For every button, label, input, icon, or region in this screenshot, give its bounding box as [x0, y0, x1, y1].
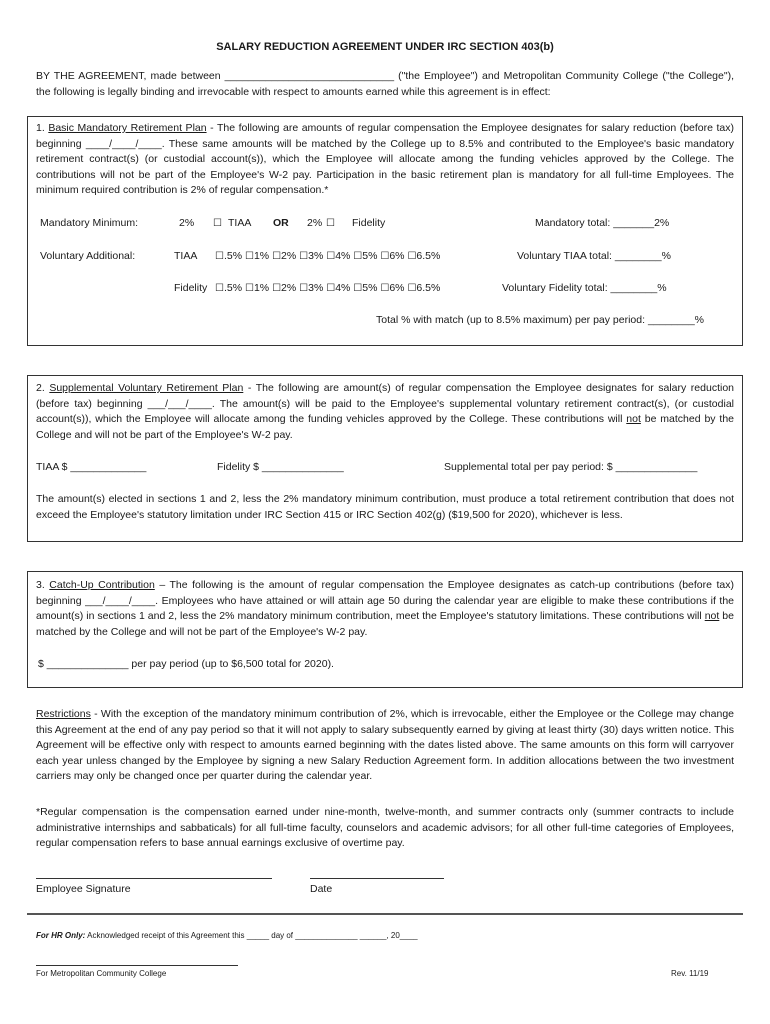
- section-heading: Catch-Up Contribution: [49, 579, 155, 591]
- option-label: 4%: [335, 282, 351, 294]
- fidelity-amount-field[interactable]: Fidelity $ ______________: [217, 461, 344, 473]
- mandatory-pct-tiaa: 2%: [179, 217, 195, 229]
- restrictions-text: - With the exception of the mandatory minimum contribution of 2%, which is irrevocable, either the Employee or the College may change this Agreement at the end of any pay period so that it will not apply to salary subsequently earned by giving at least thirty (30) days written notice. This Agreement will be effective only with respect to amounts earned beginning with the dates listed above. The same amounts on this form will carryover each year unless changed by the Employee by signing a new Salary Reduction Agreement form. In addition allocations between the two investment carriers may only be changed once per quarter during the calendar year.: [36, 708, 734, 782]
- voluntary-tiaa-total: Voluntary TIAA total: ________%: [517, 250, 671, 262]
- voluntary-fidelity-total: Voluntary Fidelity total: ________%: [502, 282, 667, 294]
- intro-text: BY THE AGREEMENT, made between _____________________________ ("the Employee") and Metropolitan Community College ("the College"), the following is legally binding and irrevocable with respect to amounts earned while this agreement is in effect:: [36, 70, 734, 98]
- fidelity-options[interactable]: [215, 281, 440, 297]
- section-number: 3.: [36, 579, 45, 591]
- option-label: .5%: [223, 282, 243, 294]
- catch-up-amount-field[interactable]: $ ______________ per pay period (up to $6,500 total for 2020).: [38, 658, 334, 670]
- option-checkbox[interactable]: ☐: [326, 283, 336, 294]
- date-line[interactable]: [310, 878, 444, 879]
- restrictions-paragraph: [36, 707, 734, 785]
- tiaa-options[interactable]: [215, 249, 440, 265]
- hr-only-label: For HR Only:: [36, 931, 86, 940]
- college-signature-label: For Metropolitan Community College: [36, 969, 167, 978]
- total-match: Total % with match (up to 8.5% maximum) per pay period: ________%: [376, 314, 704, 326]
- employee-signature-line[interactable]: [36, 878, 272, 879]
- section-text: - The following are amounts of regular compensation the Employee designates for salary reduction (before tax) beginning ____/____/____. These same amounts will be matched by the College up to 8.5% and contributed to the Employee's basic mandatory retirement contract(s) (or custodial account(s)), which the Employee will allocate among the funding vehicles approved by the College. The contributions will not be part of the Employee's W-2 pay. Participation in the basic retirement plan is mandatory for all full-time Employees. The minimum required contribution is 2% of regular compensation.*: [36, 122, 735, 196]
- intro-paragraph: [36, 69, 734, 100]
- option-checkbox[interactable]: ☐: [380, 283, 390, 294]
- college-signature-line[interactable]: [36, 965, 238, 966]
- restrictions-heading: Restrictions: [36, 708, 91, 720]
- option-label: 6%: [389, 282, 405, 294]
- section-number: 1.: [36, 122, 45, 134]
- voluntary-label: Voluntary Additional:: [40, 250, 136, 262]
- option-label: 5%: [362, 250, 378, 262]
- section-text-end: be matched by the College and will not be part of the Employee's W-2 pay.: [36, 413, 734, 441]
- mandatory-pct-fidelity: 2%: [307, 217, 323, 229]
- fidelity-checkbox[interactable]: ☐: [326, 218, 335, 229]
- page-title: SALARY REDUCTION AGREEMENT UNDER IRC SECTION 403(b): [216, 41, 554, 53]
- option-checkbox[interactable]: ☐: [407, 251, 417, 262]
- fidelity-options-label: Fidelity: [174, 282, 208, 294]
- tiaa-label: TIAA: [228, 217, 252, 229]
- tiaa-options-label: TIAA: [174, 250, 198, 262]
- section-heading: Supplemental Voluntary Retirement Plan: [49, 382, 244, 394]
- option-checkbox[interactable]: ☐: [272, 283, 282, 294]
- fidelity-label: Fidelity: [352, 217, 386, 229]
- option-label: 6%: [389, 250, 405, 262]
- or-label: OR: [273, 217, 289, 229]
- section-1-paragraph: [36, 121, 734, 199]
- option-label: 4%: [335, 250, 351, 262]
- option-label: 2%: [281, 282, 297, 294]
- option-label: 6.5%: [416, 282, 441, 294]
- section-2-paragraph: [36, 381, 734, 443]
- date-label: Date: [310, 883, 333, 895]
- option-checkbox[interactable]: ☐: [326, 251, 336, 262]
- hr-acknowledgement: [36, 930, 418, 941]
- option-checkbox[interactable]: ☐: [353, 251, 363, 262]
- option-checkbox[interactable]: ☐: [380, 251, 390, 262]
- option-label: 3%: [308, 282, 324, 294]
- option-label: 2%: [281, 250, 297, 262]
- emphasis-not: not: [704, 610, 720, 622]
- tiaa-checkbox[interactable]: ☐: [213, 218, 222, 229]
- option-checkbox[interactable]: ☐: [407, 283, 417, 294]
- option-label: 6.5%: [416, 250, 441, 262]
- emphasis-not: not: [626, 413, 641, 425]
- section-divider: [27, 913, 743, 915]
- section-number: 2.: [36, 382, 45, 394]
- hr-text[interactable]: Acknowledged receipt of this Agreement this _____ day of ______________ ______, 20____: [85, 931, 418, 940]
- mandatory-label: Mandatory Minimum:: [40, 217, 139, 229]
- supplemental-total-field[interactable]: Supplemental total per pay period: $ ______________: [444, 461, 698, 473]
- section-3-paragraph: [36, 578, 734, 640]
- option-checkbox[interactable]: ☐: [299, 283, 309, 294]
- option-checkbox[interactable]: ☐: [215, 251, 224, 262]
- option-checkbox[interactable]: ☐: [244, 283, 254, 294]
- option-label: .5%: [223, 250, 243, 262]
- option-checkbox[interactable]: ☐: [215, 283, 224, 294]
- option-label: 5%: [362, 282, 378, 294]
- option-checkbox[interactable]: ☐: [244, 251, 254, 262]
- section-text: – The following is the amount of regular compensation the Employee designates as catch-up contributions (before tax) beginning ___/____/____. Employees who have attained or will attain age 50 during the calendar year are eligible to make these contributions if the amount(s) in sections 1 and 2, less the 2% mandatory minimum contribution, meet the Employee's statutory limitations. These contributions will: [36, 579, 735, 622]
- employee-signature-label: Employee Signature: [36, 883, 131, 895]
- footnote-paragraph: *Regular compensation is the compensation earned under nine-month, twelve-month, and summer contracts only (summer contracts to include administrative internships and sabbaticals) for all full-time faculty, counselors and academic advisors; for all other full-time categories of Employees, regular compensation refers to base annual earnings exclusive of overtime pay.: [36, 806, 734, 849]
- revision-label: Rev. 11/19: [671, 969, 709, 978]
- option-label: 1%: [253, 250, 270, 262]
- limit-paragraph: The amount(s) elected in sections 1 and 2, less the 2% mandatory minimum contribution, must produce a total retirement contribution that does not exceed the Employee's statutory limitation under IRC Section 415 or IRC Section 402(g) ($19,500 for 2020), whichever is less.: [36, 493, 734, 521]
- option-label: 1%: [253, 282, 270, 294]
- option-label: 3%: [308, 250, 324, 262]
- tiaa-amount-field[interactable]: TIAA $ _____________: [36, 461, 147, 473]
- mandatory-total: Mandatory total: _______2%: [535, 217, 670, 229]
- option-checkbox[interactable]: ☐: [272, 251, 282, 262]
- section-text-end: be matched by the College and will not be part of the Employee's W-2 pay.: [36, 610, 734, 638]
- option-checkbox[interactable]: ☐: [353, 283, 363, 294]
- section-text: - The following are amount(s) of regular compensation the Employee designates for salary reduction (before tax) beginning ___/___/____. The amount(s) will be paid to the Employee's supplemental voluntary retirement contract(s), (or custodial account(s)), which the Employee will allocate among the funding vehicles approved by the College. These contributions will: [36, 382, 734, 425]
- section-heading: Basic Mandatory Retirement Plan: [48, 122, 207, 134]
- option-checkbox[interactable]: ☐: [299, 251, 309, 262]
